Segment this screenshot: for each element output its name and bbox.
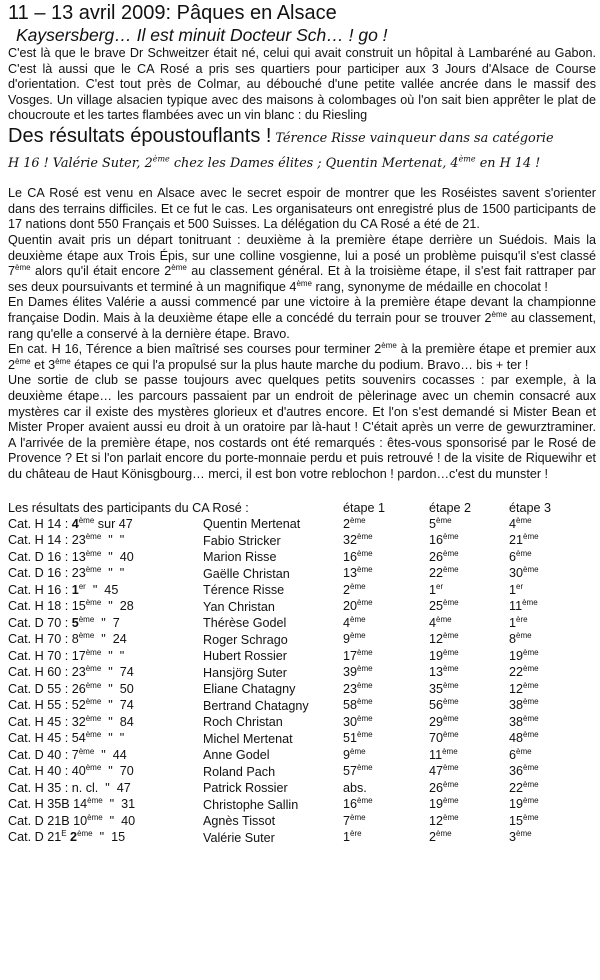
etape-1-rank: 9ème (343, 631, 366, 647)
table-row (8, 614, 551, 631)
etape-1-rank: 4ème (343, 614, 366, 631)
table-row (8, 531, 551, 548)
participant-name: Patrick Rossier (203, 781, 288, 796)
etape-1-rank: 32ème (343, 532, 373, 548)
etape-2-rank: 56ème (429, 697, 459, 713)
etape-1-rank: 16ème (343, 796, 373, 812)
table-row (8, 548, 551, 565)
etape-1-rank: 51ème (343, 730, 373, 746)
category-rank-cell: Cat. H 55 : 52ème " 74 (8, 697, 134, 713)
etape-1-rank: 2ème (343, 515, 366, 532)
etape-1-rank: 1ère (343, 829, 362, 845)
etape-2-rank: 5ème (429, 515, 452, 532)
etape-2-rank: 29ème (429, 713, 459, 730)
etape-2-rank: 16ème (429, 532, 459, 548)
etape-3-rank: 8ème (509, 631, 532, 647)
etape-2-rank: 2ème (429, 829, 452, 845)
etape-3-rank: 19ème (509, 647, 539, 664)
table-row (8, 663, 551, 680)
body-paragraph: En Dames élites Valérie a aussi commencé par une victoire à la première étape devant la championne française Dodin. Mais à la deuxième étape elle a concédé du terrain pour se trouver 2ème au classement, rang qu'elle a conservé à la dernière étape. Bravo. (8, 295, 596, 341)
etape-1-rank: 7ème (343, 812, 366, 829)
table-row (8, 828, 551, 845)
category-rank-cell: Cat. H 45 : 54ème " " (8, 730, 125, 746)
category-rank-cell: Cat. D 70 : 5ème " 7 (8, 614, 120, 631)
etape-3-rank: 3ème (509, 829, 532, 845)
category-rank-cell: Cat. H 70 : 8ème " 24 (8, 631, 127, 647)
column-header-etape-1: étape 1 (343, 500, 386, 515)
category-rank-cell: Cat. H 16 : 1er " 45 (8, 581, 119, 598)
etape-2-rank: 12ème (429, 631, 459, 647)
participant-name: Yan Christan (203, 599, 275, 614)
category-rank-cell: Cat. H 35B 14ème " 31 (8, 796, 136, 812)
results-heading-line1: Térence Risse vainqueur dans sa catégorie (275, 130, 554, 146)
table-row (8, 812, 551, 829)
etape-3-rank: 30ème (509, 565, 539, 581)
category-rank-cell: Cat. H 35 : n. cl. " 47 (8, 781, 131, 796)
category-rank-cell: Cat. D 40 : 7ème " 44 (8, 746, 127, 763)
column-header-etape-2: étape 2 (429, 500, 472, 515)
body-paragraph: Quentin avait pris un départ tonitruant : deuxième à la première étape derrière un Suédois. Mais la deuxième étape aux Trois Épis, sur une colline vosgienne, lui a posé un problème puisqu'il s'est classé 7ème alors qu'il était encore 2ème au classement général. Et à la troisième étape, il s'est fait rattraper par ses deux poursuivants et terminé à un magnifique 4ème rang, synonyme de médaille en chocolat ! (8, 233, 596, 294)
etape-3-rank: 4ème (509, 515, 532, 532)
body-paragraph: Une sortie de club se passe toujours avec quelques petits souvenirs cocasses : par exemple, à la deuxième étape… les parcours passaient par un endroit de pèlerinage avec un chemin consacré aux mystères car il existe des mystères glorieux et d'autres encore. Et l'on s'est demandé si Mister Bean et Mister Proper avaient aussi eu droit à un oratoire par là-haut ! C'était après un verre de gewurztraminer. A l'arrivée de la première étape, nos costards ont été remarqués : êtes-vous sponsorisé par le Rosé de Provence ? Et si l'on parlait encore du porte-monnaie perdu et puis retrouvé ! de la visite de Riquewihr et du château de Haut Könisgbourg… merci, il est bon votre reblochon ! pardon…c'est du munster ! (8, 373, 596, 481)
table-row (8, 647, 551, 664)
etape-2-rank: 13ème (429, 664, 459, 680)
category-rank-cell: Cat. H 70 : 17ème " " (8, 647, 125, 664)
participant-name: Thérèse Godel (203, 616, 287, 631)
table-row (8, 762, 551, 779)
etape-3-rank: 1ère (509, 614, 528, 631)
etape-3-rank: 38ème (509, 713, 539, 730)
etape-2-rank: 11ème (429, 746, 458, 763)
table-row (8, 564, 551, 581)
participant-name: Hansjörg Suter (203, 665, 287, 680)
table-row (8, 630, 551, 647)
participant-name: Marion Risse (203, 550, 277, 565)
etape-2-rank: 70ème (429, 730, 459, 746)
etape-1-rank: 20ème (343, 598, 373, 614)
etape-3-rank: 6ème (509, 746, 532, 763)
etape-1-rank: 23ème (343, 680, 373, 697)
results-table-caption: Les résultats des participants du CA Rosé : (8, 500, 249, 515)
participant-name: Quentin Mertenat (203, 517, 301, 532)
etape-1-rank: 9ème (343, 746, 366, 763)
participant-name: Roland Pach (203, 764, 276, 779)
category-rank-cell: Cat. D $21^E$ 2ème " 15 (8, 829, 126, 845)
category-rank-cell: Cat. D 21B 10ème " 40 (8, 812, 136, 829)
etape-2-rank: 26ème (429, 548, 459, 565)
category-rank-cell: Cat. D 55 : 26ème " 50 (8, 680, 134, 697)
participant-name: Térence Risse (203, 583, 285, 598)
etape-1-rank: 39ème (343, 664, 373, 680)
intro-paragraph: C'est là que le brave Dr Schweitzer était né, celui qui avait construit un hôpital à Lambaréné au Gabon. C'est là aussi que le CA Rosé a pris ses quartiers pour participer aux 3 Jours d'Alsace de Course d'orientation. C'est tout près de Colmar, au débouché d'une petite vallée ancrée dans le massif des Vosges. Un village alsacien typique avec des maisons à colombages où l'on sait bien apprêter le plat de choucroute et les tartes flambées avec un vin blanc : du Riesling (8, 46, 596, 123)
body-paragraph: En cat. H 16, Térence a bien maîtrisé ses courses pour terminer 2ème à la première étape et premier aux 2ème et 3ème étapes ce qui l'a propulsé sur la plus haute marche du podium. Bravo… bis + ter ! (8, 340, 596, 372)
etape-3-rank: 12ème (509, 680, 539, 697)
body-paragraphs (8, 186, 596, 482)
etape-3-rank: 19ème (509, 796, 539, 812)
table-row (8, 515, 551, 532)
participant-name: Bertrand Chatagny (203, 698, 309, 713)
table-row (8, 713, 551, 730)
table-row (8, 680, 551, 697)
participant-name: Agnès Tissot (203, 814, 276, 829)
etape-3-rank: 15ème (509, 812, 539, 829)
etape-2-rank: 25ème (429, 598, 459, 614)
category-rank-cell: Cat. D 16 : 23ème " " (8, 565, 125, 581)
table-row (8, 779, 551, 796)
subtitle: Kaysersberg… Il est minuit Docteur Sch… ! go ! (16, 25, 388, 45)
category-rank-cell: Cat. H 60 : 23ème " 74 (8, 664, 134, 680)
etape-3-rank: 48ème (509, 730, 539, 746)
etape-2-rank: 22ème (429, 565, 459, 581)
etape-2-rank: 19ème (429, 796, 459, 812)
etape-3-rank: 11ème (509, 598, 538, 614)
table-row (8, 795, 551, 812)
category-rank-cell: Cat. D 16 : 13ème " 40 (8, 548, 134, 565)
etape-3-rank: 1er (509, 581, 524, 598)
etape-2-rank: 12ème (429, 812, 459, 829)
category-rank-cell: Cat. H 18 : 15ème " 28 (8, 598, 134, 614)
participant-name: Eliane Chatagny (203, 682, 296, 697)
results-heading-main: Des résultats époustouflants ! (8, 124, 272, 147)
etape-3-rank: 21ème (509, 532, 539, 548)
etape-2-rank: 35ème (429, 680, 459, 697)
etape-1-rank: 58ème (343, 697, 373, 713)
participant-name: Fabio Stricker (203, 533, 281, 548)
etape-2-rank: 47ème (429, 763, 459, 779)
etape-1-rank: 17ème (343, 647, 373, 664)
participant-name: Gaëlle Christan (203, 566, 290, 581)
etape-1-rank: abs. (343, 781, 367, 796)
table-row (8, 746, 551, 763)
table-row (8, 581, 551, 598)
etape-1-rank: 30ème (343, 713, 373, 730)
etape-3-rank: 22ème (509, 664, 539, 680)
results-table-header (8, 497, 551, 515)
etape-2-rank: 1er (429, 581, 444, 598)
category-rank-cell: Cat. H 14 : 23ème " " (8, 532, 125, 548)
etape-3-rank: 6ème (509, 548, 532, 565)
etape-2-rank: 26ème (429, 779, 459, 796)
table-row (8, 729, 551, 746)
page-title: 11 – 13 avril 2009: Pâques en Alsace (8, 2, 337, 24)
participant-name: Roger Schrago (203, 632, 288, 647)
article (8, 2, 596, 845)
column-header-etape-3: étape 3 (509, 500, 552, 515)
etape-3-rank: 36ème (509, 763, 539, 779)
category-rank-cell: Cat. H 40 : 40ème " 70 (8, 763, 134, 779)
etape-3-rank: 22ème (509, 779, 539, 796)
results-heading (8, 126, 596, 174)
results-heading-line2: H 16 ! Valérie Suter, 2ème chez les Dames élites ; Quentin Mertenat, 4ème en H 14 ! (8, 154, 541, 172)
table-row (8, 696, 551, 713)
participant-name: Valérie Suter (203, 830, 275, 845)
participant-name: Hubert Rossier (203, 649, 287, 664)
etape-3-rank: 38ème (509, 697, 539, 713)
results-table (8, 497, 551, 845)
etape-1-rank: 2ème (343, 581, 366, 598)
participant-name: Roch Christan (203, 715, 283, 730)
etape-1-rank: 16ème (343, 548, 373, 565)
body-paragraph: Le CA Rosé est venu en Alsace avec le secret espoir de montrer que les Roséistes savent s'orienter dans des terrains difficiles. Et ce fut le cas. Les organisateurs ont enregistré plus de 1500 participants de 17 nations dont 550 Français et 500 Suisses. La délégation du CA Rosé a été de 21. (8, 186, 596, 232)
participant-name: Anne Godel (203, 748, 270, 763)
etape-1-rank: 13ème (343, 565, 373, 581)
table-row (8, 597, 551, 614)
participant-name: Michel Mertenat (203, 731, 293, 746)
category-rank-cell: Cat. H 45 : 32ème " 84 (8, 713, 134, 730)
category-rank-cell: Cat. H 14 : 4ème sur 47 (8, 515, 133, 532)
participant-name: Christophe Sallin (203, 797, 299, 812)
etape-2-rank: 19ème (429, 647, 459, 664)
etape-2-rank: 4ème (429, 614, 452, 631)
etape-1-rank: 57ème (343, 763, 373, 779)
